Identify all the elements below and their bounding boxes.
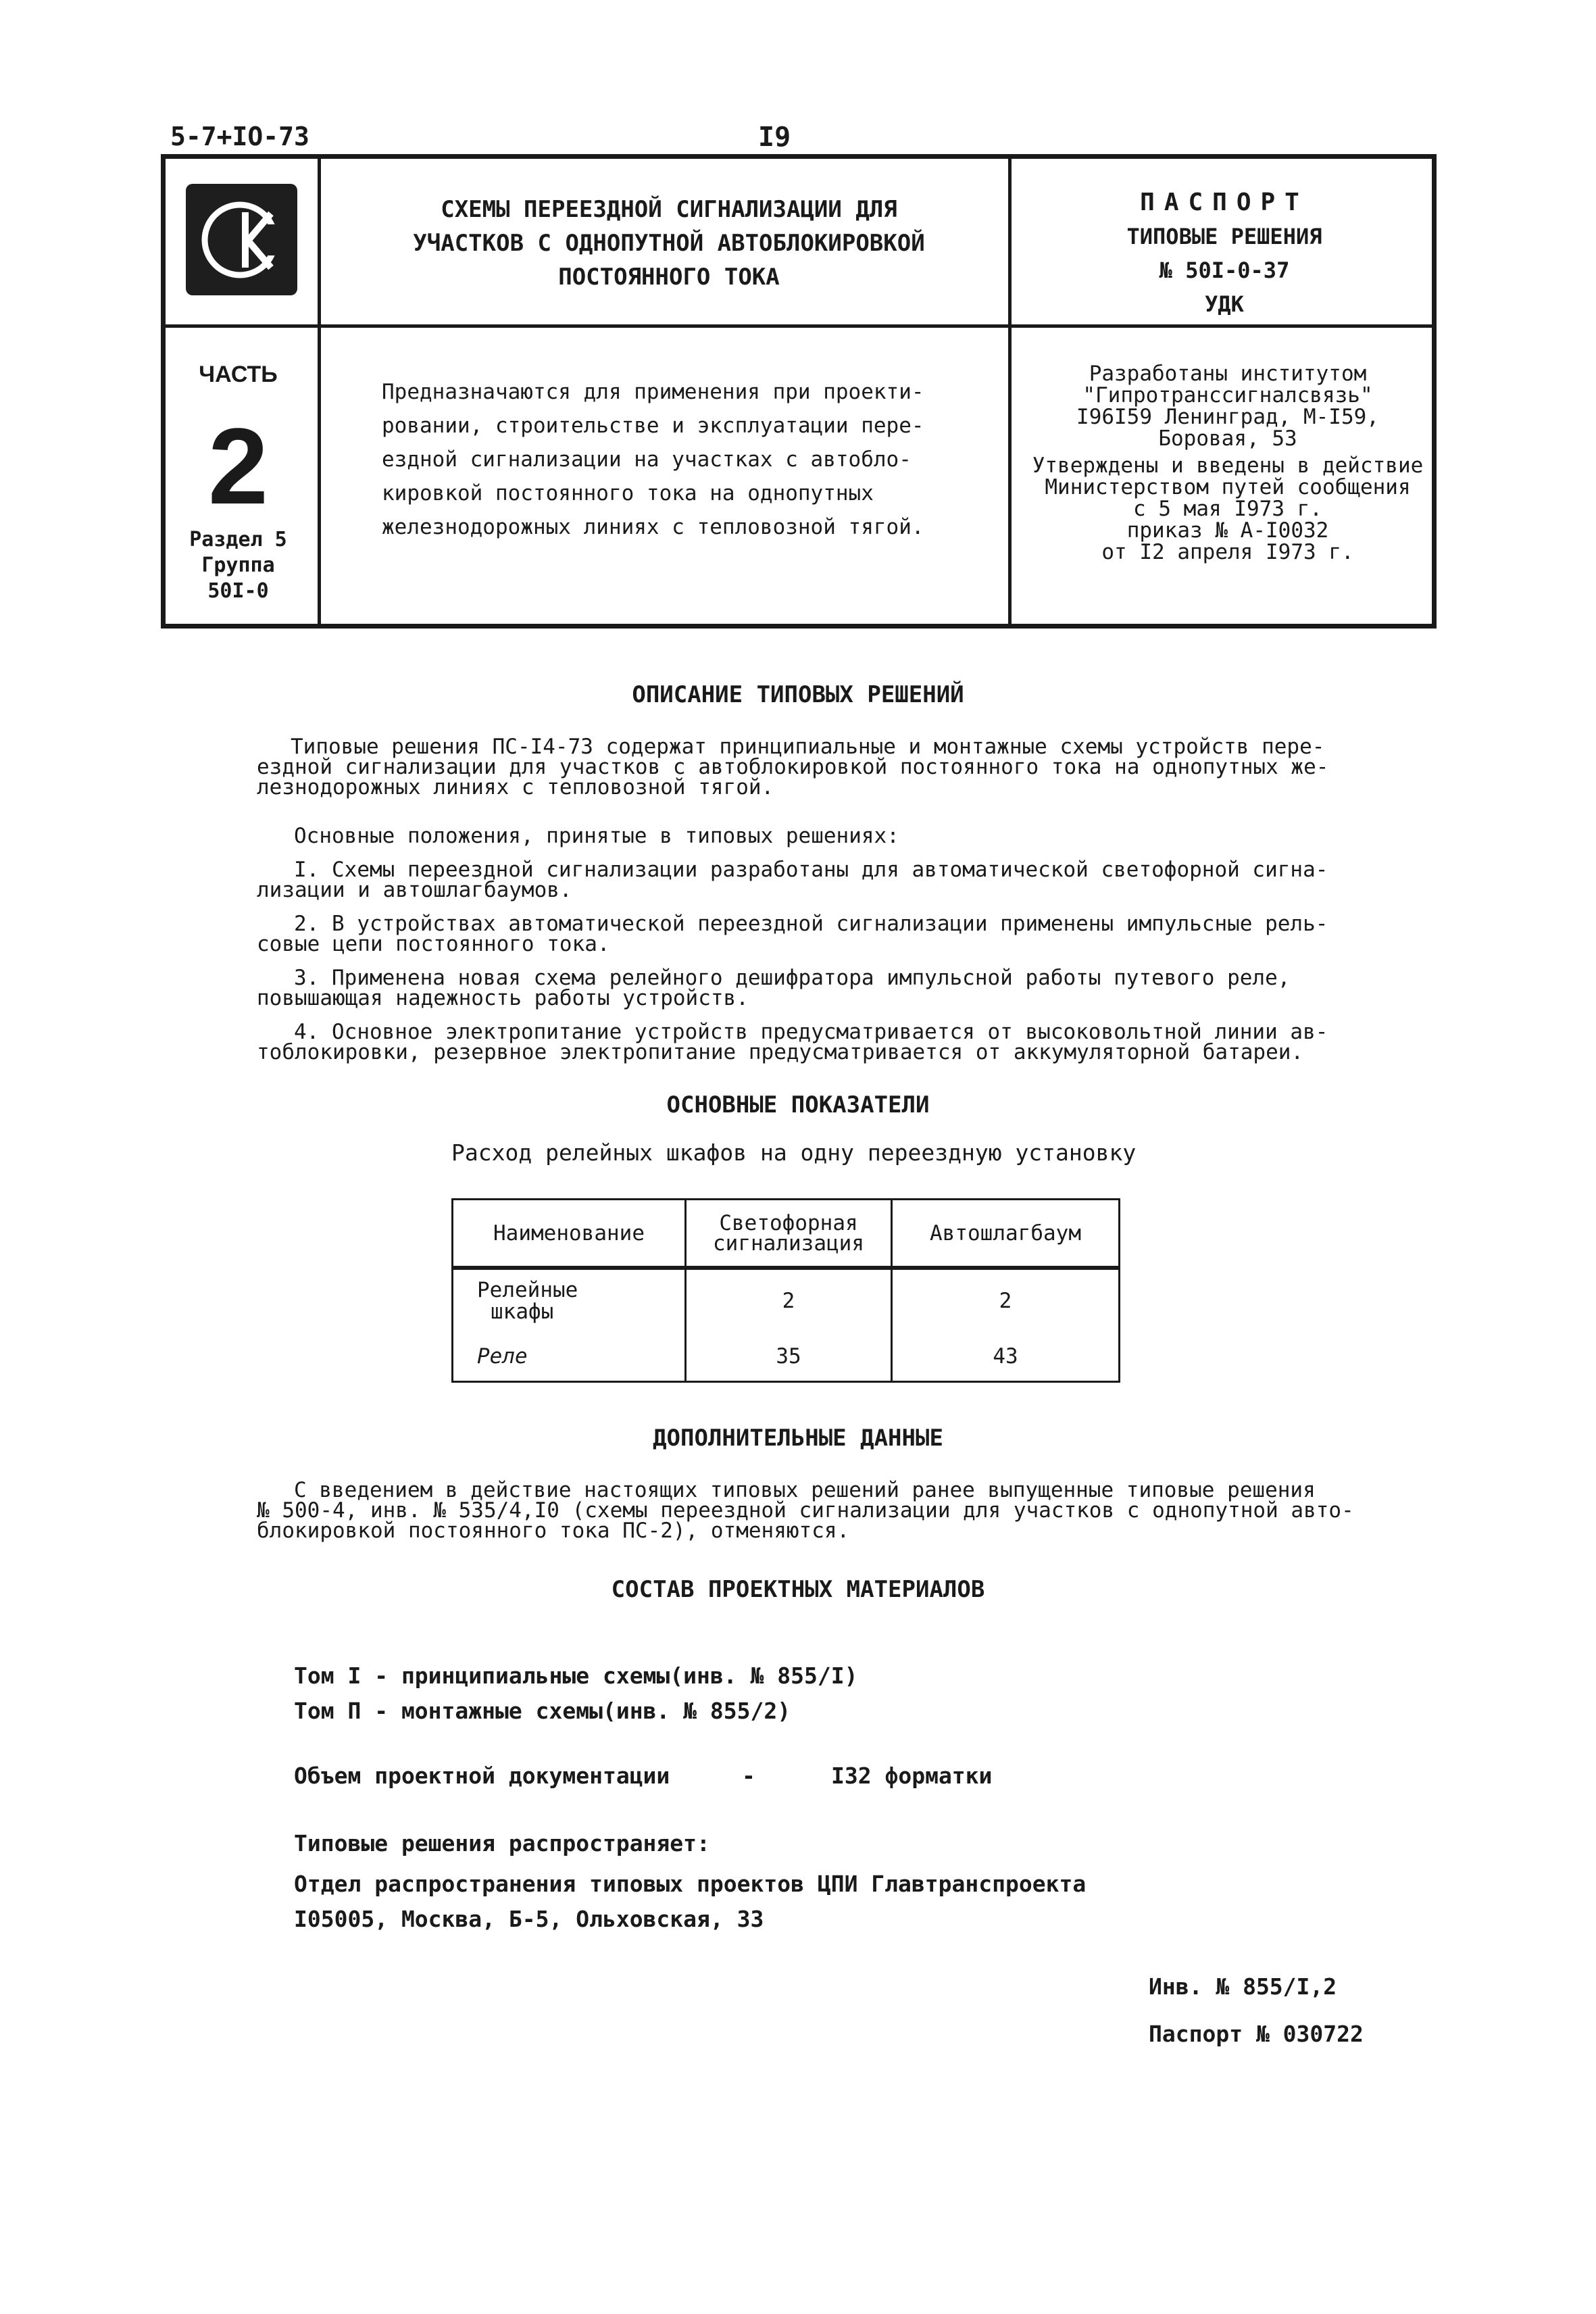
- indicators-heading: ОСНОВНЫЕ ПОКАЗАТЕЛИ: [666, 1091, 930, 1118]
- table-row: [453, 1268, 1120, 1332]
- volume-2-line: Том П - монтажные схемы(инв. № 855/2): [294, 1698, 791, 1724]
- row-light-value: 35: [686, 1332, 892, 1382]
- distributor-name: Отдел распространения типовых проектов ЦПИ Главтранспроекта: [294, 1871, 1087, 1897]
- row-light-value: 2: [686, 1268, 892, 1332]
- header-cell-barrier: Автошлагбаум: [892, 1200, 1120, 1269]
- passport-number: Паспорт № 030722: [1149, 2021, 1364, 2047]
- developer-approval: [1018, 363, 1437, 563]
- volume-1-line: Том I - принципиальные схемы(инв. № 855/I): [294, 1663, 858, 1689]
- developer-line: "Гипротранссигналсвязь": [1082, 383, 1373, 408]
- description-heading: ОПИСАНИЕ ТИПОВЫХ РЕШЕНИЙ: [632, 681, 964, 708]
- purpose-line: Предназначаются для применения при проекти-: [382, 380, 924, 404]
- table-row: [453, 1332, 1120, 1382]
- header-title-line: УЧАСТКОВ С ОДНОПУТНОЙ АВТОБЛОКИРОВКОЙ: [413, 230, 925, 257]
- approval-line: Утверждены и введены в действие: [1032, 453, 1424, 478]
- header-light-line: сигнализация: [713, 1231, 864, 1256]
- section-line: Раздел 5: [189, 528, 287, 551]
- purpose-text: [382, 375, 990, 544]
- principle-item-1: I. Схемы переездной сигнализации разработаны для автоматической светофорной сигна- лизации и автошлагбаумов.: [257, 858, 1328, 902]
- purpose-line: ровании, строительстве и эксплуатации пере-: [382, 414, 924, 438]
- materials-heading: СОСТАВ ПРОЕКТНЫХ МАТЕРИАЛОВ: [611, 1576, 985, 1603]
- row-name-line: Релейные: [477, 1278, 578, 1302]
- principle-item-2: 2. В устройствах автоматической переездной сигнализации применены импульсные рель- совые цепи постоянного тока.: [257, 912, 1328, 956]
- page-number: I9: [758, 122, 791, 153]
- developer-line: I96I59 Ленинград, М-I59,: [1076, 405, 1379, 429]
- header-title-line: ПОСТОЯННОГО ТОКА: [558, 264, 780, 291]
- description-paragraph: Типовые решения ПС-I4-73 содержат принципиальные и монтажные схемы устройств пере- ездной сигнализации для участков с автоблокировкой постоянного тока на однопутных же- лезнодорожных линиях с тепловозной тягой.: [257, 735, 1329, 799]
- row-barrier-value: 43: [892, 1332, 1120, 1382]
- doc-volume-value: I32 форматки: [831, 1763, 993, 1789]
- approval-line: с 5 мая I973 г.: [1133, 497, 1322, 521]
- purpose-line: кировкой постоянного тока на однопутных: [382, 481, 874, 506]
- passport-header-box: [161, 154, 1437, 629]
- developer-line: Боровая, 53: [1158, 426, 1297, 451]
- header-light-line: Светофорная: [719, 1210, 858, 1235]
- relay-cabinet-table: [451, 1198, 1120, 1383]
- developer-line: Разработаны институтом: [1089, 362, 1367, 386]
- approval-line: от I2 апреля I973 г.: [1101, 540, 1354, 564]
- row-barrier-value: 2: [892, 1268, 1120, 1332]
- sk-logo: [186, 184, 297, 295]
- principle-item-4: 4. Основное электропитание устройств предусматривается от высоковольтной линии ав- тоблокировки, резервное электропитание предусматривается от аккумуляторной батареи.: [257, 1020, 1328, 1064]
- header-title: [324, 193, 1014, 294]
- principle-item-3: 3. Применена новая схема релейного дешифратора импульсной работы путевого реле, повышающая надежность работы устройств.: [257, 966, 1291, 1010]
- purpose-line: железнодорожных линиях с тепловозной тягой.: [382, 515, 924, 539]
- approval-line: приказ № А-I0032: [1126, 518, 1329, 543]
- inventory-number: Инв. № 855/I,2: [1149, 1973, 1337, 2000]
- section-group: [179, 527, 297, 604]
- header-title-line: СХЕМЫ ПЕРЕЕЗДНОЙ СИГНАЛИЗАЦИИ ДЛЯ: [441, 196, 897, 223]
- doc-volume-dash: -: [742, 1763, 755, 1789]
- passport-label: ПАСПОРТ: [1140, 189, 1309, 216]
- part-label: ЧАСТЬ: [199, 362, 278, 387]
- doc-volume-label: Объем проектной документации: [294, 1763, 670, 1789]
- group-line: Группа: [201, 553, 275, 577]
- additional-text: С введением в действие настоящих типовых решений ранее выпущенные типовые решения № 500-4, инв. № 535/4,I0 (схемы переездной сигнализации для участков с однопутной авто- блокировкой постоянного тока ПС-2), отменяются.: [257, 1478, 1354, 1543]
- purpose-line: ездной сигнализации на участках с автобло-: [382, 447, 912, 472]
- typical-solutions-label: ТИПОВЫЕ РЕШЕНИЯ: [1126, 224, 1322, 249]
- document-code: 5-7+IO-73: [170, 122, 309, 151]
- table-header-row: [453, 1200, 1120, 1269]
- group-code-line: 50I-0: [207, 579, 269, 603]
- table-caption: Расход релейных шкафов на одну переездную установку: [451, 1139, 1137, 1166]
- passport-block: [1018, 186, 1430, 321]
- udk-label: УДК: [1205, 291, 1244, 317]
- row-name-cell: [453, 1268, 686, 1332]
- sk-logo-icon: [186, 184, 297, 295]
- header-cell-light: [686, 1200, 892, 1269]
- additional-heading: ДОПОЛНИТЕЛЬНЫЕ ДАННЫЕ: [653, 1425, 943, 1452]
- principles-intro: Основные положения, принятые в типовых решениях:: [294, 824, 899, 848]
- distributor-label: Типовые решения распространяет:: [294, 1830, 710, 1856]
- approval-line: Министерством путей сообщения: [1045, 475, 1411, 499]
- header-cell-name: Наименование: [453, 1200, 686, 1269]
- solution-number: № 50I-0-37: [1159, 257, 1290, 283]
- row-name-line: шкафы: [491, 1300, 554, 1324]
- distributor-address: I05005, Москва, Б-5, Ольховская, 33: [294, 1906, 764, 1932]
- row-name-cell: Реле: [453, 1332, 686, 1382]
- part-number: 2: [208, 405, 268, 526]
